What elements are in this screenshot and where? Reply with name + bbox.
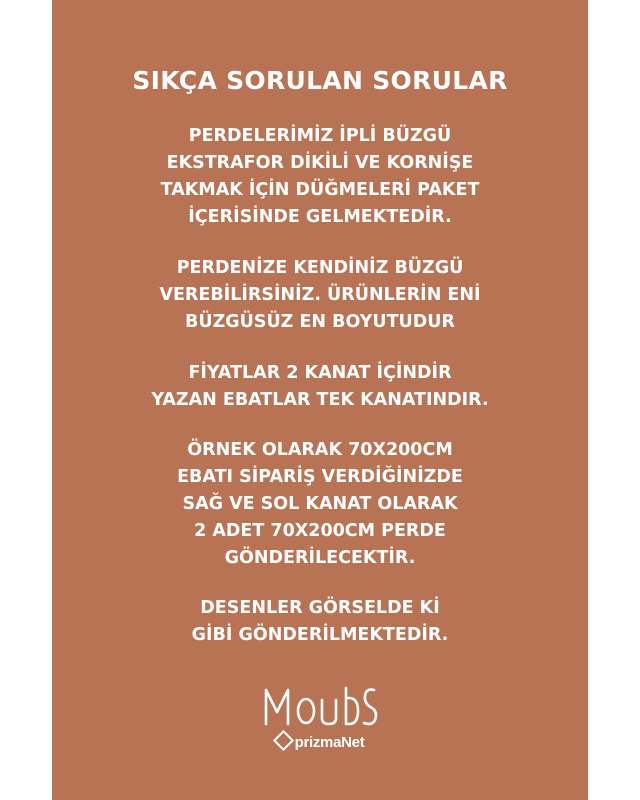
faq-line: 2 ADET 70X200CM PERDE: [194, 521, 446, 541]
faq-line: YAZAN EBATLAR TEK KANATINDIR.: [151, 390, 489, 410]
faq-line: BÜZGÜSÜZ EN BOYUTUDUR: [185, 312, 455, 332]
brand-sub-label: prizmaNet: [52, 733, 588, 751]
moods-wordmark: [262, 684, 378, 728]
faq-line: EBATI SİPARİŞ VERDİĞİNİZDE: [177, 467, 463, 487]
faq-line: EKSTRAFOR DİKİLİ VE KORNİŞE: [166, 153, 474, 173]
faq-block-3: [52, 360, 588, 414]
faq-block-4: [52, 437, 588, 572]
faq-line: SAĞ VE SOL KANAT OLARAK: [182, 494, 458, 514]
faq-line: TAKMAK İÇİN DÜĞMELERİ PAKET: [160, 180, 480, 200]
faq-line: DESENLER GÖRSELDE Kİ: [200, 598, 440, 618]
faq-line: PERDELERİMİZ İPLİ BÜZGÜ: [188, 126, 452, 146]
faq-block-5: [52, 595, 588, 649]
faq-block-2: [52, 255, 588, 336]
info-card: [52, 0, 588, 800]
brand-logo: [52, 684, 588, 764]
faq-line: ÖRNEK OLARAK 70X200CM: [187, 440, 453, 460]
faq-line: GİBİ GÖNDERİLMEKTEDİR.: [191, 625, 449, 645]
prizma-diamond-icon: [272, 730, 293, 751]
faq-line: İÇERİSİNDE GELMEKTEDİR.: [188, 207, 452, 227]
faq-line: PERDENİZE KENDİNİZ BÜZGÜ: [176, 258, 464, 278]
faq-line: GÖNDERİLECEKTİR.: [224, 548, 416, 568]
page-title: SIKÇA SORULAN SORULAR: [132, 66, 508, 95]
faq-line: FİYATLAR 2 KANAT İÇİNDİR: [188, 363, 452, 383]
faq-line: VEREBİLİRSİNİZ. ÜRÜNLERİN ENİ: [159, 285, 481, 305]
faq-block-1: [52, 123, 588, 231]
